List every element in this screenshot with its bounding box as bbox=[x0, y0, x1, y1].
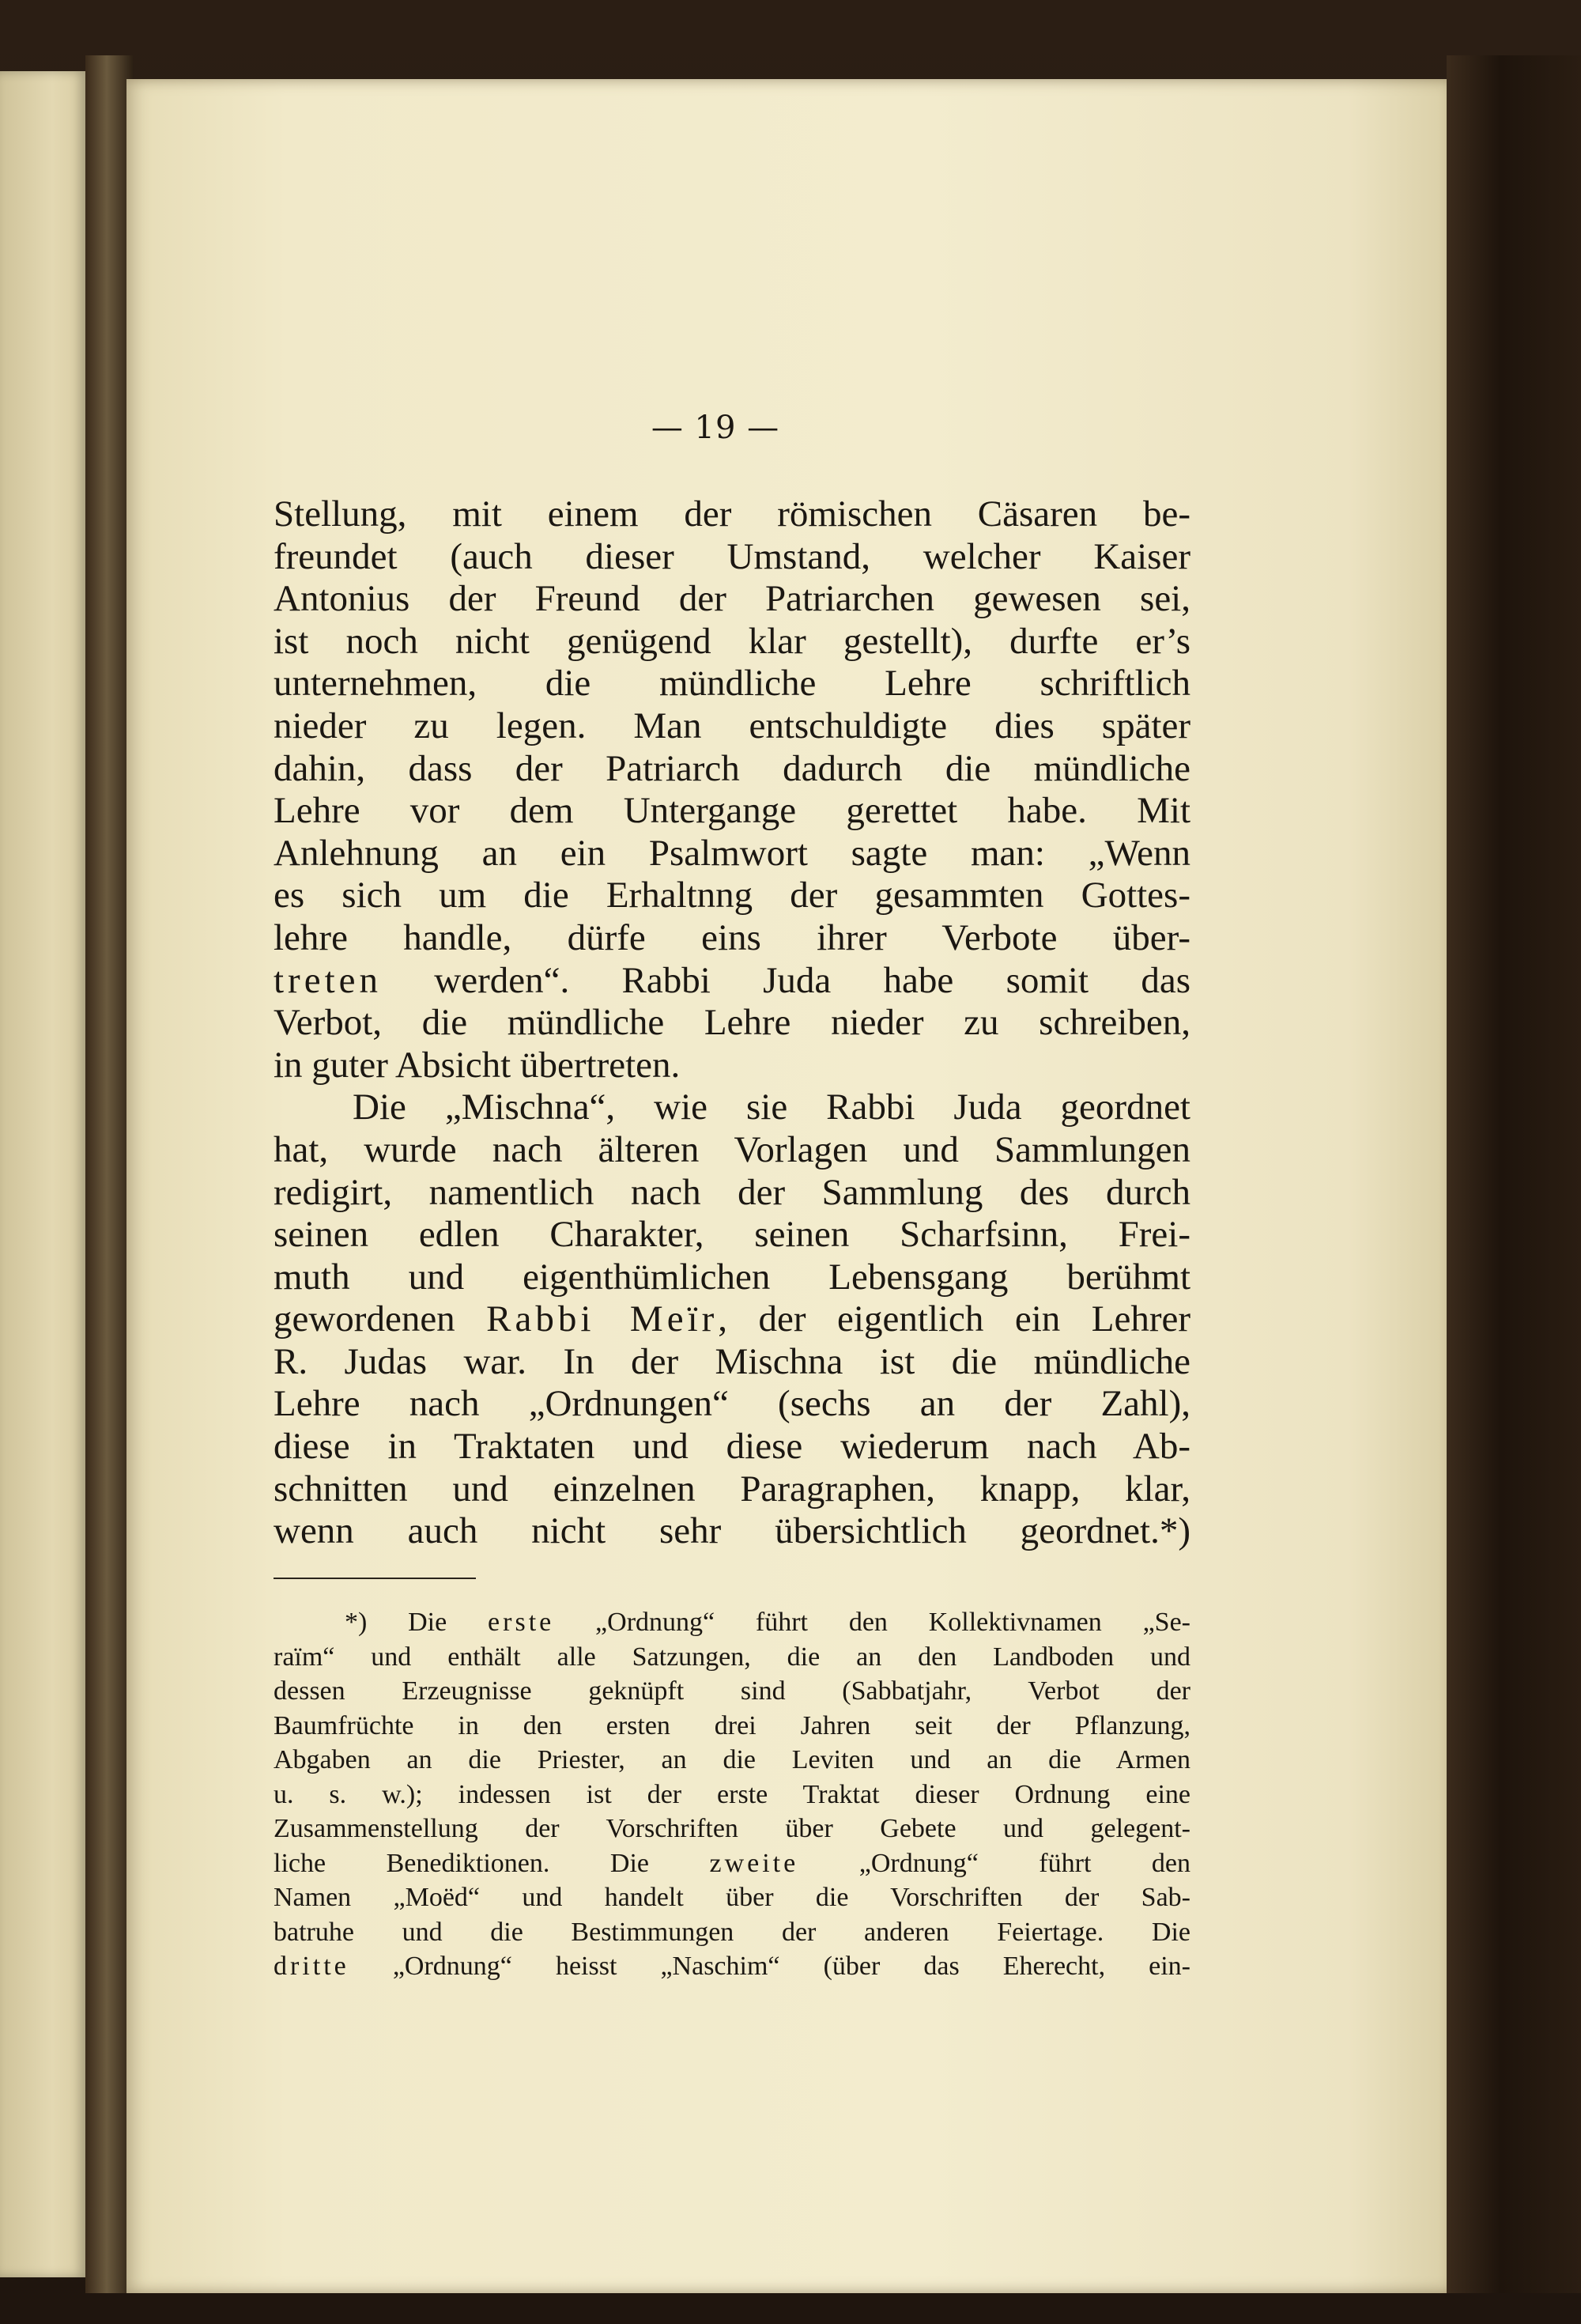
book-gutter bbox=[85, 55, 133, 2293]
footnote-rule bbox=[274, 1578, 476, 1579]
line-rest: werden“. Rabbi Juda habe somit das bbox=[382, 959, 1190, 1001]
body-line: Antonius der Freund der Patriarchen gewesen sei, bbox=[274, 578, 1190, 620]
body-line bbox=[274, 1298, 1190, 1341]
line-start: liche Benediktionen. Die bbox=[274, 1848, 710, 1878]
emphasis-spaced: dritte bbox=[274, 1952, 349, 1981]
footnote-line: raïm“ und enthält alle Satzungen, die an den Landboden und bbox=[274, 1642, 1190, 1672]
body-line: es sich um die Erhaltnng der gesammten Gottes- bbox=[274, 875, 1190, 916]
body-line: Lehre nach „Ordnungen“ (sechs an der Zahl), bbox=[274, 1383, 1190, 1425]
footnote-line: Abgaben an die Priester, an die Leviten und an die Armen bbox=[274, 1745, 1190, 1774]
line-rest: , der eigentlich ein Lehrer bbox=[718, 1298, 1190, 1340]
left-facing-page bbox=[0, 71, 87, 2277]
body-line: dahin, dass der Patriarch dadurch die mündliche bbox=[274, 747, 1190, 789]
footnote-line: batruhe und die Bestimmungen der anderen Feiertage. Die bbox=[274, 1917, 1190, 1947]
body-text bbox=[274, 493, 1190, 1553]
body-line: nieder zu legen. Man entschuldigte dies später bbox=[274, 705, 1190, 746]
emphasis-spaced: treten bbox=[274, 959, 382, 1001]
body-line: diese in Traktaten und diese wiederum nach Ab- bbox=[274, 1426, 1190, 1468]
body-line: muth und eigenthümlichen Lebensgang berühmt bbox=[274, 1256, 1190, 1298]
body-line: Anlehnung an ein Psalmwort sagte man: „Wenn bbox=[274, 832, 1190, 874]
body-line: Lehre vor dem Untergange gerettet habe. Mit bbox=[274, 790, 1190, 832]
body-line: Stellung, mit einem der römischen Cäsaren be- bbox=[274, 493, 1190, 535]
body-line: ist noch nicht genügend klar gestellt), durfte er’s bbox=[274, 620, 1190, 662]
body-line: schnitten und einzelnen Paragraphen, knapp, klar, bbox=[274, 1468, 1190, 1510]
page-edge bbox=[1447, 55, 1581, 2293]
footnote-line: Namen „Moëd“ und handelt über die Vorschriften der Sab- bbox=[274, 1883, 1190, 1912]
body-line: Verbot, die mündliche Lehre nieder zu schreiben, bbox=[274, 1002, 1190, 1044]
footnote-line bbox=[274, 1949, 1190, 1984]
footnote-line: Zusammenstellung der Vorschriften über Gebete und gelegent- bbox=[274, 1814, 1190, 1843]
body-line: R. Judas war. In der Mischna ist die mündliche bbox=[274, 1340, 1190, 1382]
body-line: unternehmen, die mündliche Lehre schriftlich bbox=[274, 663, 1190, 705]
line-start: gewordenen bbox=[274, 1298, 487, 1340]
line-rest: „Ordnung“ heisst „Naschim“ (über das Eherecht, ein- bbox=[349, 1952, 1190, 1981]
footnote bbox=[274, 1605, 1190, 1984]
page-number: — 19 — bbox=[651, 410, 780, 446]
footnote-line: Baumfrüchte in den ersten drei Jahren seit der Pflanzung, bbox=[274, 1710, 1190, 1740]
footnote-line bbox=[274, 1605, 1190, 1640]
body-line bbox=[274, 960, 1190, 1003]
body-line: freundet (auch dieser Umstand, welcher Kaiser bbox=[274, 535, 1190, 577]
body-line: wenn auch nicht sehr übersichtlich geordnet.*) bbox=[274, 1510, 1190, 1552]
body-line: seinen edlen Charakter, seinen Scharfsinn, Frei- bbox=[274, 1214, 1190, 1256]
body-line: Die „Mischna“, wie sie Rabbi Juda geordnet bbox=[353, 1086, 1190, 1128]
emphasis-spaced: Rabbi Meïr bbox=[486, 1298, 719, 1340]
footnote-line bbox=[274, 1846, 1190, 1881]
body-line: hat, wurde nach älteren Vorlagen und Sammlungen bbox=[274, 1128, 1190, 1170]
line-rest: „Ordnung“ führt den bbox=[798, 1848, 1190, 1878]
body-line: in guter Absicht übertreten. bbox=[274, 1044, 681, 1086]
line-start: *) Die bbox=[345, 1608, 489, 1637]
line-rest: „Ordnung“ führt den Kollektivnamen „Se- bbox=[554, 1608, 1190, 1637]
footnote-line: dessen Erzeugnisse geknüpft sind (Sabbatjahr, Verbot der bbox=[274, 1676, 1190, 1706]
body-line: lehre handle, dürfe eins ihrer Verbote über- bbox=[274, 916, 1190, 958]
body-line: redigirt, namentlich nach der Sammlung des durch bbox=[274, 1171, 1190, 1213]
emphasis-spaced: zweite bbox=[709, 1848, 799, 1878]
emphasis-spaced: erste bbox=[488, 1608, 555, 1637]
footnote-line: u. s. w.); indessen ist der erste Traktat dieser Ordnung eine bbox=[274, 1779, 1190, 1809]
